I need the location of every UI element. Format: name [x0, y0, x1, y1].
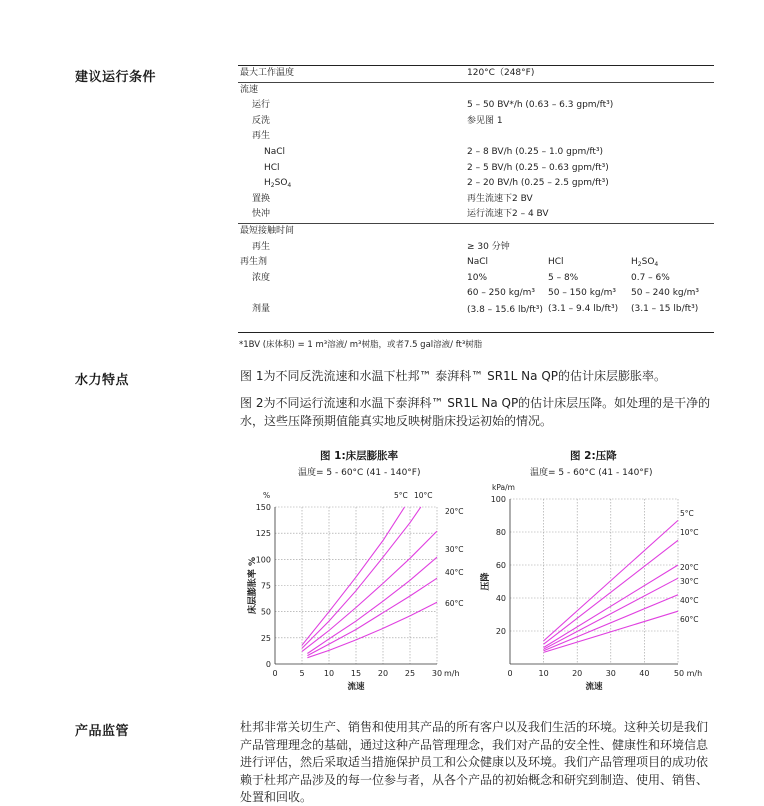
- table-row: [238, 66, 714, 82]
- series-label: 60°C: [445, 599, 464, 608]
- paragraph-stewardship: 杜邦非常关切生产、销售和使用其产品的所有客户以及我们生活的环境。这种关切是我们产品管理理念的基础，通过这种产品管理理念，我们对产品的安全性、健康性和环境信息进行评估，然后采取适当措施保护员工和公众健康以及环境。我们产品管理项目的成功依赖于杜邦产品涉及的每一位参与者，从各个产品的初始概念和研究到制造、使用、销售、处置和回收。: [240, 720, 709, 804]
- chart2-subtitle: 温度= 5 - 60°C (41 - 140°F): [530, 468, 653, 478]
- series-label: 5°C: [680, 509, 694, 518]
- series-line: [307, 602, 437, 658]
- table-row: [238, 192, 714, 208]
- formula-sub: 2: [637, 261, 642, 269]
- chart1-title: 图 1:床层膨胀率: [320, 450, 399, 462]
- table-row: [238, 161, 714, 177]
- y-unit-label: %: [263, 491, 271, 500]
- series-label: 60°C: [680, 615, 699, 624]
- row-value: 5 – 8%: [548, 272, 579, 283]
- series-label: 10°C: [414, 491, 433, 500]
- row-value: 5 – 50 BV*/h (0.63 – 6.3 gpm/ft³): [467, 100, 614, 111]
- row-label: NaCl: [264, 146, 286, 157]
- section-title-hydraulics: 水力特点: [75, 373, 130, 388]
- row-value: NaCl: [467, 257, 489, 268]
- row-value: 再生流速下2 BV: [467, 193, 533, 204]
- row-label: 再生: [252, 241, 271, 252]
- formula-part: SO: [274, 178, 288, 189]
- table-row: [238, 114, 714, 130]
- row-value: 0.7 – 6%: [631, 272, 670, 283]
- series-label: 5°C: [394, 491, 408, 500]
- row-label: 快冲: [252, 209, 271, 220]
- y-tick-label: 40: [495, 594, 506, 603]
- section-title-stewardship: 产品监管: [75, 724, 130, 739]
- y-tick-label: 80: [495, 528, 506, 537]
- row-value: 2 – 8 BV/h (0.25 – 1.0 gpm/ft³): [467, 146, 604, 157]
- y-axis-title: 床层膨胀率 %: [248, 556, 258, 615]
- row-label: 最短接触时间: [240, 225, 295, 236]
- series-label: 10°C: [680, 528, 699, 537]
- bed-expansion-chart: [240, 480, 465, 695]
- row-label: 再生剂: [240, 257, 268, 268]
- x-tick-label: 10: [538, 669, 549, 678]
- formula-sub: 4: [287, 182, 292, 190]
- row-label: 最大工作温度: [240, 68, 295, 78]
- series-label: 30°C: [445, 545, 464, 554]
- row-label: 剂量: [252, 303, 271, 314]
- chart2-title: 图 2:压降: [570, 450, 617, 462]
- table-row: [238, 129, 714, 145]
- series-line: [302, 507, 421, 648]
- x-tick-label: 30: [431, 669, 443, 678]
- series-line: [307, 557, 437, 653]
- row-label: 置换: [252, 193, 271, 204]
- table-row: [238, 207, 714, 223]
- y-unit-label: kPa/m: [492, 483, 515, 492]
- table-footnote: *1BV (床体积) = 1 m³溶液/ m³树脂，或者7.5 gal溶液/ ft³树脂: [239, 340, 483, 350]
- section-title-conditions: 建议运行条件: [75, 70, 157, 85]
- x-tick-label: 20: [572, 669, 583, 678]
- row-label: 流速: [240, 84, 259, 95]
- row-value: (3.8 – 15.6 lb/ft³): [467, 304, 543, 315]
- table-row: [238, 83, 714, 99]
- series-line: [302, 507, 405, 645]
- chart1-subtitle: 温度= 5 - 60°C (41 - 140°F): [298, 468, 421, 478]
- x-tick-label: 0: [272, 669, 278, 678]
- formula-sub: 2: [270, 182, 275, 190]
- row-value: 50 – 240 kg/m³: [631, 288, 700, 299]
- pressure-drop-chart: [478, 480, 708, 700]
- y-tick-label: 100: [255, 555, 271, 565]
- table-row: [238, 271, 714, 287]
- paragraph-figure2-intro: 图 2为不同运行流速和水温下泰湃科™ SR1L Na QP的估计床层压降。如处理的是干净的水，这些压降预期值能真实地反映树脂床投运初始的情况。: [240, 396, 711, 428]
- row-label: HCl: [264, 162, 280, 173]
- series-label: 30°C: [680, 577, 699, 586]
- y-axis-title: 压降: [481, 572, 491, 591]
- series-line: [544, 578, 678, 649]
- x-axis-title: 流速: [585, 682, 603, 692]
- table-row: [238, 224, 714, 240]
- table-row: [238, 240, 714, 256]
- row-value: HCl: [548, 257, 564, 268]
- formula-sub: 4: [654, 261, 659, 269]
- row-value: ≥ 30 分钟: [467, 241, 510, 252]
- table-row: [238, 176, 714, 192]
- operating-conditions-table: [238, 65, 714, 333]
- row-value: 10%: [467, 272, 488, 283]
- series-label: 20°C: [680, 563, 699, 572]
- y-tick-label: 75: [260, 581, 271, 591]
- y-tick-label: 125: [255, 529, 271, 539]
- y-tick-label: 20: [495, 627, 506, 636]
- y-tick-label: 25: [260, 633, 271, 643]
- y-tick-label: 60: [495, 561, 506, 570]
- x-unit-label: m/h: [444, 669, 460, 678]
- row-value: (3.1 – 15 lb/ft³): [631, 303, 699, 314]
- row-value: 50 – 150 kg/m³: [548, 288, 617, 299]
- series-label: 20°C: [445, 507, 464, 516]
- y-tick-label: 50: [260, 607, 271, 617]
- row-value: 2 – 5 BV/h (0.25 – 0.63 gpm/ft³): [467, 162, 609, 173]
- y-tick-label: 150: [255, 503, 271, 512]
- x-tick-label: 0: [507, 669, 513, 678]
- x-axis-title: 流速: [347, 682, 365, 692]
- row-value: 参见图 1: [467, 115, 503, 126]
- y-tick-label: 100: [490, 495, 506, 504]
- x-tick-label: 5: [299, 669, 305, 678]
- series-line: [307, 578, 437, 655]
- series-label: 40°C: [680, 596, 699, 605]
- x-tick-label: 40: [639, 669, 650, 678]
- x-tick-label: 15: [350, 669, 362, 678]
- table-row: [238, 145, 714, 161]
- table-row: [238, 98, 714, 114]
- paragraph-figure1-intro: 图 1为不同反洗流速和水温下杜邦™ 泰湃科™ SR1L Na QP的估计床层膨胀率。: [240, 369, 666, 383]
- row-label: 运行: [252, 100, 271, 111]
- row-value: 120°C（248°F): [467, 68, 535, 78]
- row-value: 运行流速下2 – 4 BV: [467, 209, 549, 220]
- x-tick-label: 20: [377, 669, 389, 678]
- table-row: [238, 255, 714, 271]
- x-tick-label: 10: [323, 669, 335, 678]
- x-tick-label: 50 m/h: [673, 669, 703, 678]
- row-value: (3.1 – 9.4 lb/ft³): [548, 303, 619, 314]
- row-value: 60 – 250 kg/m³: [467, 288, 536, 299]
- x-tick-label: 25: [404, 669, 416, 678]
- series-label: 40°C: [445, 568, 464, 577]
- row-value: 2 – 20 BV/h (0.25 – 2.5 gpm/ft³): [467, 178, 609, 189]
- row-label: 反洗: [252, 115, 271, 126]
- formula-part: H: [264, 178, 271, 189]
- formula-part: SO: [641, 257, 655, 268]
- table-row: [238, 302, 714, 329]
- y-tick-label: 0: [265, 660, 271, 669]
- table-row: [238, 286, 714, 302]
- row-label: 再生: [252, 131, 271, 142]
- formula-part: H: [631, 257, 638, 268]
- x-tick-label: 30: [605, 669, 616, 678]
- row-label: 浓度: [252, 272, 271, 283]
